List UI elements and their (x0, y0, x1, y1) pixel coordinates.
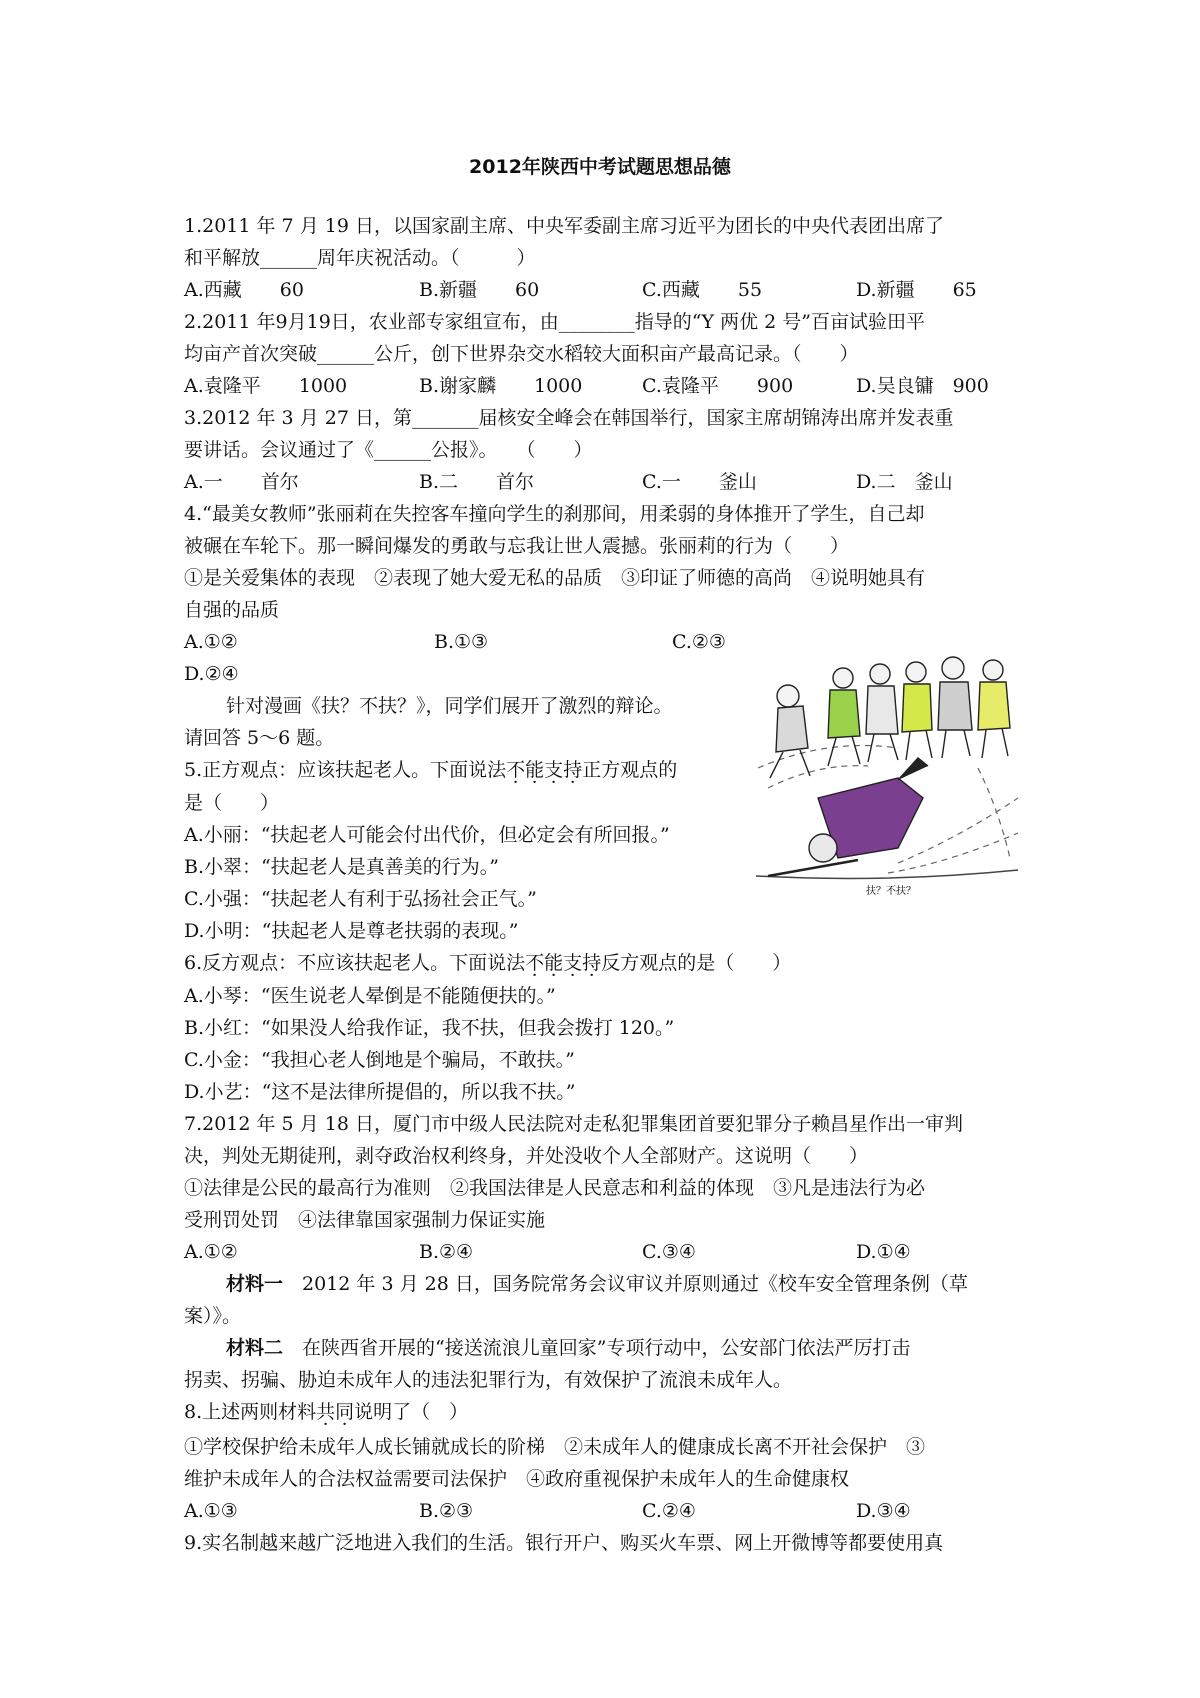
q5-line2: 是（ ） (184, 792, 280, 814)
q7-option-d: D.①④ (856, 1241, 911, 1263)
q8-stem-b: 说明了（ ） (354, 1401, 469, 1423)
q2-line1: 2.2011 年9月19日，农业部专家组宣布，由________指导的“Y 两优 2 号”百亩试验田平 (184, 311, 925, 333)
q1-line1: 1.2011 年 7 月 19 日，以国家副主席、中央军委副主席习近平为团长的中央代表团出席了 (184, 215, 944, 237)
q8-stem-a: 8.上述两则材料 (184, 1401, 317, 1423)
q7-options (184, 1239, 1024, 1265)
q8-emph-2: 同 (335, 1401, 355, 1423)
q2-option-b: B.谢家麟 1000 (419, 375, 583, 397)
q2-options (184, 373, 1024, 399)
q8-option-d: D.③④ (856, 1500, 911, 1522)
q6-stem-a: 6.反方观点：不应该扶起老人。下面说法 (184, 952, 526, 974)
q4-option-b: B.①③ (434, 631, 489, 653)
material2-line1 (184, 1335, 910, 1361)
q8-emph-1: 共 (316, 1401, 336, 1423)
q2-option-d: D.吴良镛 900 (856, 375, 989, 397)
q8-stem (184, 1399, 468, 1425)
q4-option-a: A.①② (184, 631, 238, 653)
intro-56-line2: 请回答 5～6 题。 (184, 727, 335, 749)
q1-option-d: D.新疆 65 (856, 279, 977, 301)
q2-option-a: A.袁隆平 1000 (184, 375, 348, 397)
q3-option-c: C.一 釜山 (642, 471, 757, 493)
q2-line2: 均亩产首次突破______公斤，创下世界杂交水稻较大面积亩产最高记录。（ ） (184, 343, 859, 365)
material2-text: 在陕西省开展的“接送流浪儿童回家”专项行动中，公安部门依法严厉打击 (283, 1337, 911, 1359)
q1-line2: 和平解放______周年庆祝活动。（ ） (184, 247, 536, 269)
q4-option-d: D.②④ (184, 663, 239, 685)
q7-line2: 决，判处无期徒刑，剥夺政治权利终身，并处没收个人全部财产。这说明（ ） (184, 1145, 869, 1167)
q5-emph-3: 支 (544, 759, 564, 781)
q5-option-d: D.小明：“扶起老人是尊老扶弱的表现。” (184, 920, 519, 942)
q6-emph-2: 能 (544, 952, 564, 974)
q5-emph-2: 能 (525, 759, 545, 781)
material1-text: 2012 年 3 月 28 日，国务院常务会议审议并原则通过《校车安全管理条例（草 (283, 1273, 968, 1295)
q3-line1: 3.2012 年 3 月 27 日，第_______届核安全峰会在韩国举行，国家主席胡锦涛出席并发表重 (184, 407, 954, 429)
q1-option-c: C.西藏 55 (642, 279, 763, 301)
q7-line3: ①法律是公民的最高行为准则 ②我国法律是人民意志和利益的体现 ③凡是违法行为必 (184, 1177, 926, 1199)
q3-line2: 要讲话。会议通过了《______公报》。 （ ） (184, 439, 593, 461)
material2-label: 材料二 (226, 1337, 284, 1359)
q7-option-a: A.①② (184, 1241, 238, 1263)
cartoon-caption: 扶？不扶？ (866, 886, 916, 897)
q5-option-b: B.小翠：“扶起老人是真善美的行为。” (184, 856, 499, 878)
q8-option-c: C.②④ (642, 1500, 696, 1522)
q8-line3: 维护未成年人的合法权益需要司法保护 ④政府重视保护未成年人的生命健康权 (184, 1468, 850, 1490)
q6-emph-4: 持 (582, 952, 602, 974)
q7-line4: 受刑罚处罚 ④法律靠国家强制力保证实施 (184, 1209, 546, 1231)
q7-option-b: B.②④ (419, 1241, 474, 1263)
q7-line1: 7.2012 年 5 月 18 日，厦门市中级人民法院对走私犯罪集团首要犯罪分子赖昌星作出一审判 (184, 1113, 963, 1135)
q4-line2: 被碾在车轮下。那一瞬间爆发的勇敢与忘我让世人震撼。张丽莉的行为（ ） (184, 535, 850, 557)
q5-option-a: A.小丽：“扶起老人可能会付出代价，但必定会有所回报。” (184, 824, 670, 846)
q4-option-c: C.②③ (672, 631, 726, 653)
q5-stem-b: 正方观点的 (582, 759, 678, 781)
q6-emph-1: 不 (525, 952, 545, 974)
q6-stem (184, 950, 791, 976)
q6-stem-b: 反方观点的是（ ） (601, 952, 792, 974)
material1-line1 (184, 1271, 968, 1297)
q8-option-b: B.②③ (419, 1500, 474, 1522)
q4-line4: 自强的品质 (184, 599, 280, 621)
q4-line1: 4.“最美女教师”张丽莉在失控客车撞向学生的刹那间，用柔弱的身体推开了学生，自己却 (184, 503, 925, 525)
q5-emph-4: 持 (563, 759, 583, 781)
q3-option-d: D.二 釜山 (856, 471, 953, 493)
q2-option-c: C.袁隆平 900 (642, 375, 794, 397)
q7-option-c: C.③④ (642, 1241, 696, 1263)
q3-option-a: A.一 首尔 (184, 471, 299, 493)
intro-56-line1: 针对漫画《扶？不扶？》，同学们展开了激烈的辩论。 (226, 695, 673, 717)
material1-line2: 案）》。 (184, 1305, 242, 1327)
q5-emph-1: 不 (506, 759, 526, 781)
q5-option-c: C.小强：“扶起老人有利于弘扬社会正气。” (184, 888, 537, 910)
q5-stem (184, 757, 677, 783)
q6-option-d: D.小艺：“这不是法律所提倡的，所以我不扶。” (184, 1081, 576, 1103)
q1-option-a: A.西藏 60 (184, 279, 304, 301)
cartoon-illustration (748, 648, 1024, 898)
q3-options (184, 469, 1024, 495)
q6-option-a: A.小琴：“医生说老人晕倒是不能随便扶的。” (184, 985, 556, 1007)
q6-emph-3: 支 (563, 952, 583, 974)
material2-line2: 拐卖、拐骗、胁迫未成年人的违法犯罪行为，有效保护了流浪未成年人。 (184, 1369, 793, 1391)
q3-option-b: B.二 首尔 (419, 471, 535, 493)
q4-line3: ①是关爱集体的表现 ②表现了她大爱无私的品质 ③印证了师德的高尚 ④说明她具有 (184, 567, 926, 589)
material1-label: 材料一 (226, 1273, 284, 1295)
q8-options (184, 1498, 1024, 1524)
q6-option-b: B.小红：“如果没人给我作证，我不扶，但我会拨打 120。” (184, 1017, 675, 1039)
q8-option-a: A.①③ (184, 1500, 238, 1522)
q1-option-b: B.新疆 60 (419, 279, 540, 301)
q8-line2: ①学校保护给未成年人成长铺就成长的阶梯 ②未成年人的健康成长离不开社会保护 ③ (184, 1436, 926, 1458)
q9-line1: 9.实名制越来越广泛地进入我们的生活。银行开户、购买火车票、网上开微博等都要使用真 (184, 1532, 944, 1554)
q5-stem-a: 5.正方观点：应该扶起老人。下面说法 (184, 759, 507, 781)
q6-option-c: C.小金：“我担心老人倒地是个骗局，不敢扶。” (184, 1049, 575, 1071)
page-title: 2012年陕西中考试题思想品德 (469, 156, 731, 178)
q1-options (184, 277, 1024, 303)
